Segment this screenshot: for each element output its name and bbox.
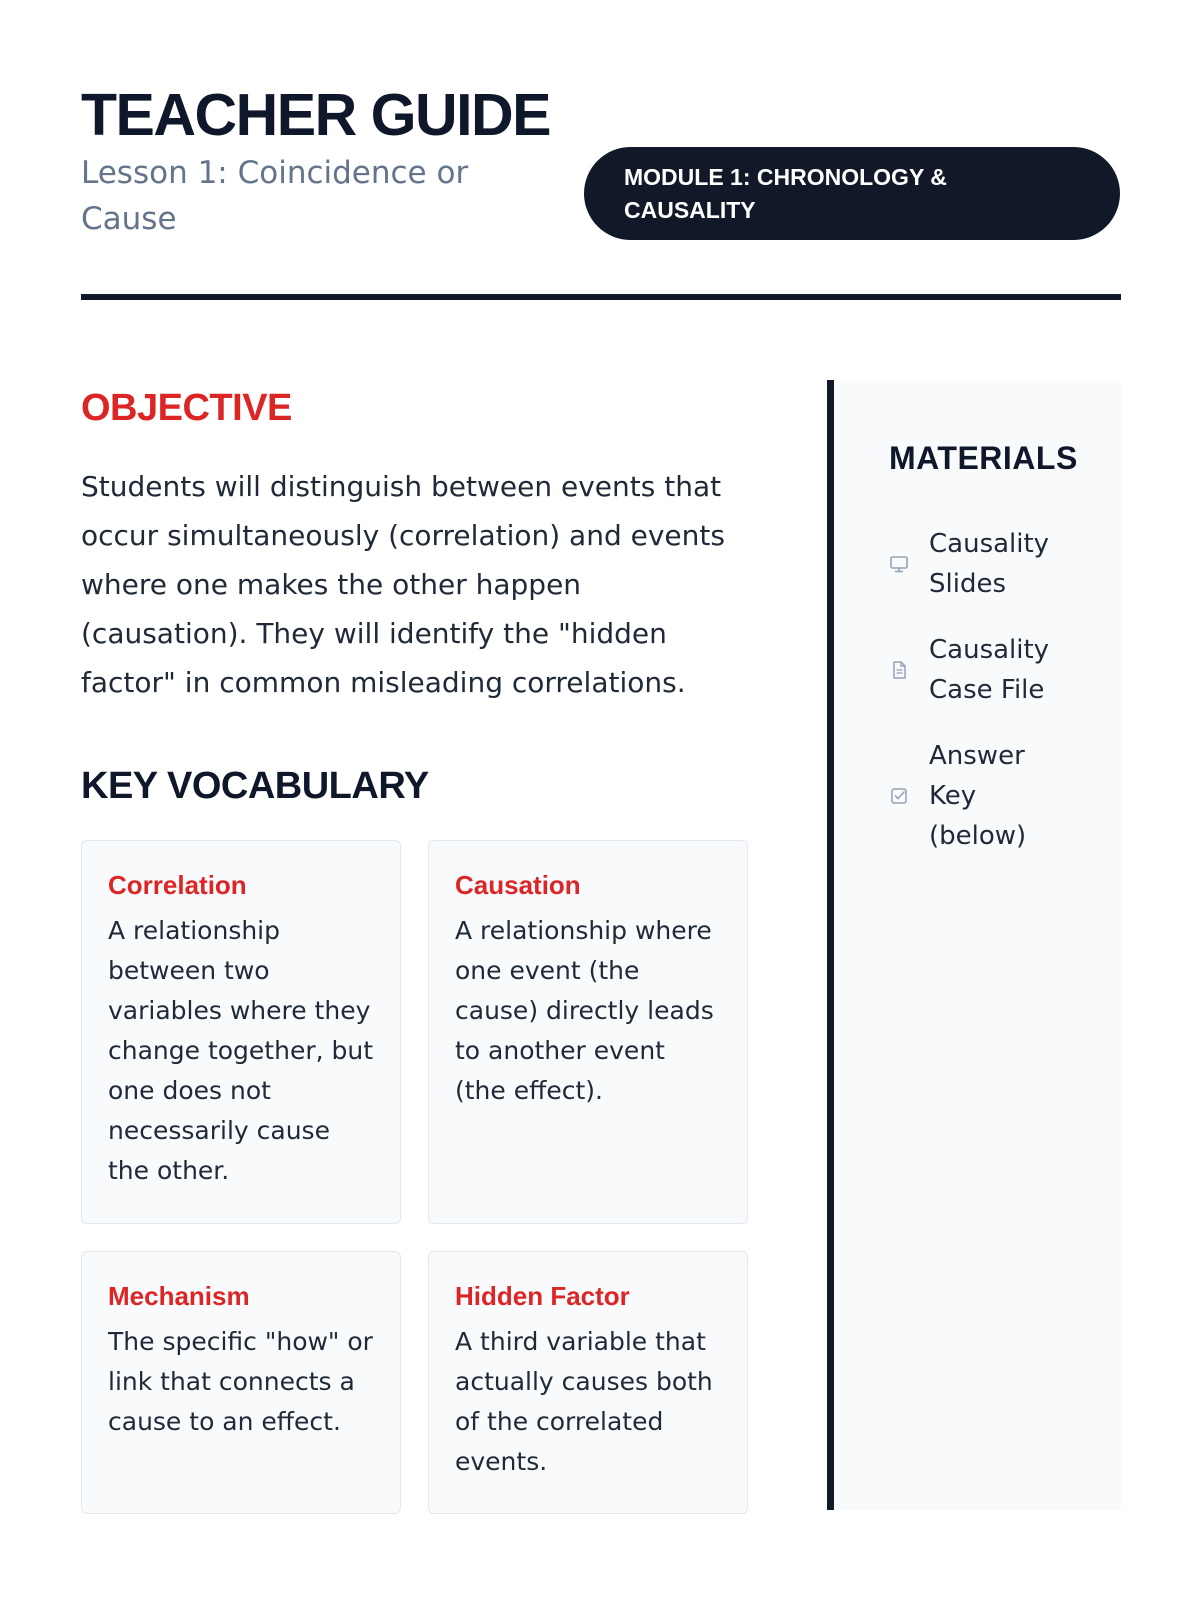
vocab-term: Correlation (108, 870, 247, 900)
objective-heading: OBJECTIVE (81, 387, 292, 429)
vocab-definition: A relationship where one event (the cause) directly leads to another event (the effect). (455, 916, 714, 1105)
vocab-definition: A relationship between two variables where they change together, but one does not necessarily cause the other. (108, 916, 374, 1185)
vocab-term: Causation (455, 870, 581, 900)
checkbox-icon (889, 786, 909, 806)
vocab-card-hidden-factor (428, 1251, 748, 1514)
vocab-card-mechanism (81, 1251, 401, 1514)
vocab-definition: The specific "how" or link that connects a cause to an effect. (108, 1327, 373, 1436)
objective-text: Students will distinguish between events that occur simultaneously (correlation) and events where one makes the other happen (causation). They will identify the "hidden factor" in common misleading correlations. (81, 470, 725, 699)
material-label: Answer Key (below) (929, 741, 1027, 851)
page-title: TEACHER GUIDE (81, 82, 550, 148)
materials-sidebar (827, 380, 1121, 1510)
monitor-icon (889, 554, 909, 574)
vocab-card-causation (428, 840, 748, 1224)
module-badge: MODULE 1: CHRONOLOGY & CAUSALITY (584, 147, 1120, 240)
page-header (81, 84, 1121, 302)
vocab-card-correlation (81, 840, 401, 1224)
document-icon (889, 660, 909, 680)
material-label: Causality Slides (929, 529, 1050, 599)
vocab-term: Hidden Factor (455, 1281, 630, 1311)
vocab-term: Mechanism (108, 1281, 250, 1311)
header-divider (81, 294, 1121, 300)
lesson-subtitle: Lesson 1: Coincidence or Cause (81, 155, 469, 237)
materials-heading: MATERIALS (889, 440, 1078, 476)
material-label: Causality Case File (929, 635, 1050, 705)
vocab-definition: A third variable that actually causes both of the correlated events. (455, 1327, 713, 1476)
vocabulary-heading: KEY VOCABULARY (81, 765, 429, 807)
